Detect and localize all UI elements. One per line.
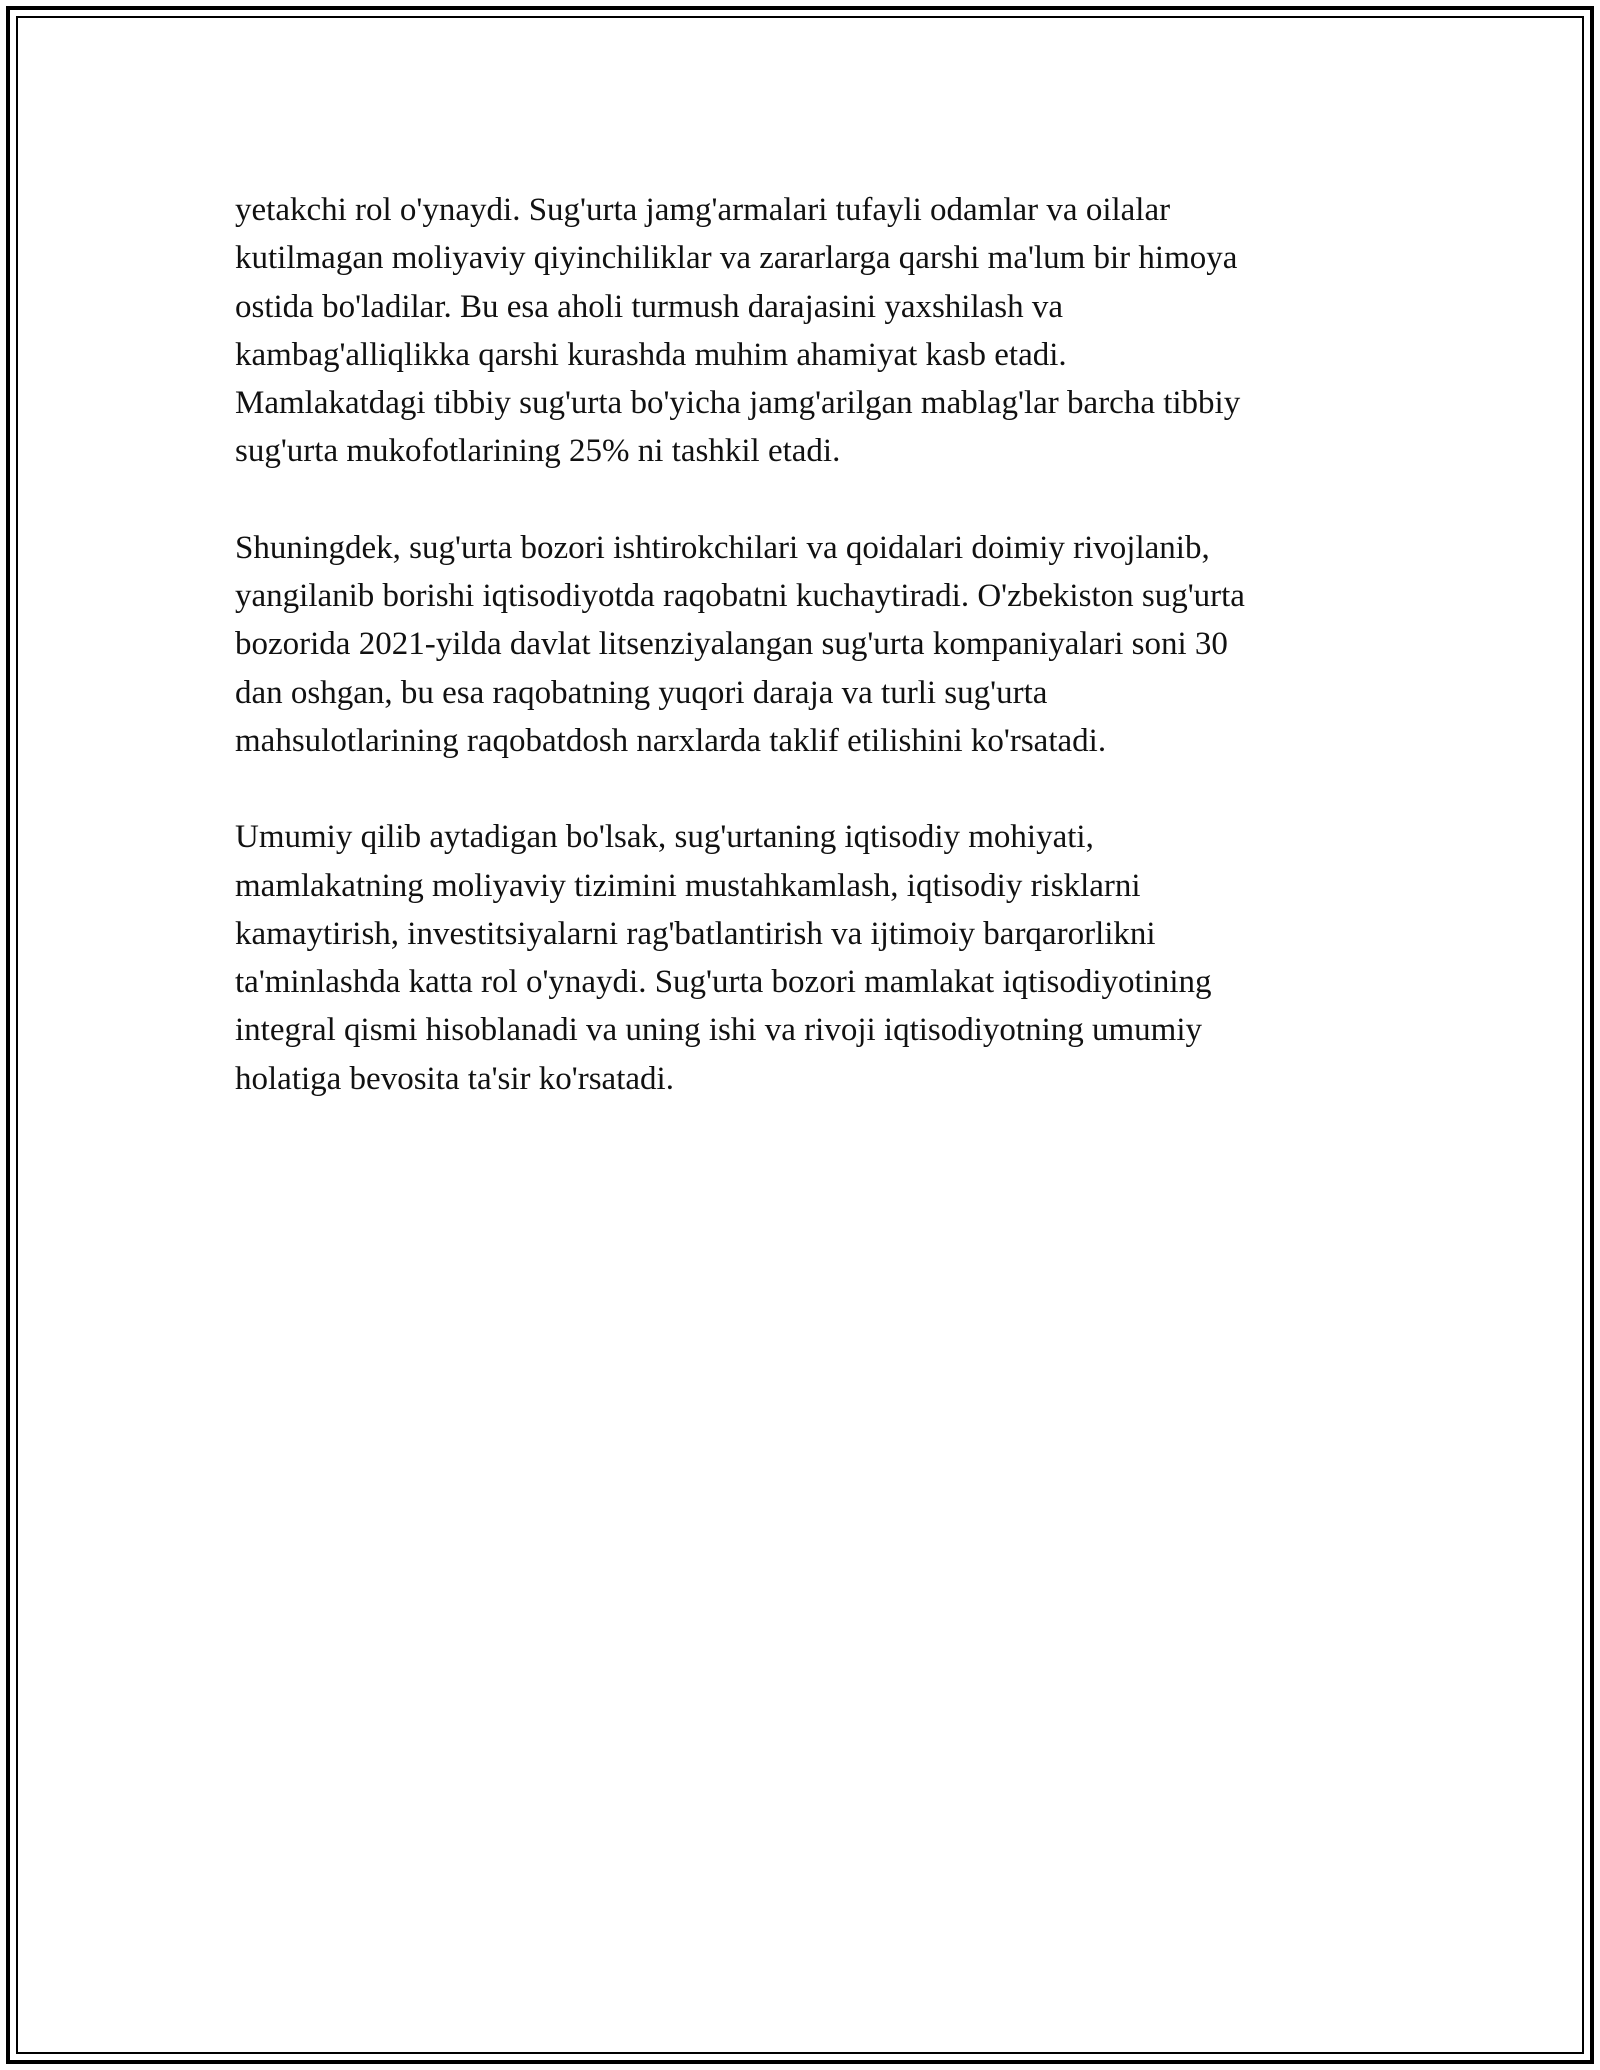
text-line: Shuningdek, sug'urta bozori ishtirokchilari va qoidalari doimiy rivojlanib, bbox=[235, 529, 1210, 566]
text-line: dan oshgan, bu esa raqobatning yuqori daraja va turli sug'urta bbox=[235, 674, 1048, 711]
text-line: Umumiy qilib aytadigan bo'lsak, sug'urtaning iqtisodiy mohiyati, bbox=[235, 819, 1094, 856]
text-line: bozorida 2021-yilda davlat litsenziyalangan sug'urta kompaniyalari soni 30 bbox=[235, 626, 1228, 663]
text-line: holatiga bevosita ta'sir ko'rsatadi. bbox=[235, 1060, 674, 1097]
document-body bbox=[235, 186, 1365, 1151]
text-line: yetakchi rol o'ynaydi. Sug'urta jamg'armalari tufayli odamlar va oilalar bbox=[235, 192, 1171, 228]
text-line: mahsulotlarining raqobatdosh narxlarda taklif etilishini ko'rsatadi. bbox=[235, 722, 1107, 759]
text-line: sug'urta mukofotlarining 25% ni tashkil etadi. bbox=[235, 433, 841, 470]
paragraph-2 bbox=[235, 524, 1365, 765]
text-line: integral qismi hisoblanadi va uning ishi va rivoji iqtisodiyotning umumiy bbox=[235, 1012, 1203, 1049]
text-line: kamaytirish, investitsiyalarni rag'batlantirish va ijtimoiy barqarorlikni bbox=[235, 915, 1156, 952]
text-line: yangilanib borishi iqtisodiyotda raqobatni kuchaytiradi. O'zbekiston sug'urta bbox=[235, 578, 1245, 615]
text-line: kutilmagan moliyaviy qiyinchiliklar va zararlarga qarshi ma'lum bir himoya bbox=[235, 240, 1238, 277]
text-line: mamlakatning moliyaviy tizimini mustahkamlash, iqtisodiy risklarni bbox=[235, 867, 1141, 904]
text-line: ta'minlashda katta rol o'ynaydi. Sug'urta bozori mamlakat iqtisodiyotining bbox=[235, 964, 1212, 1001]
text-line: kambag'alliqlikka qarshi kurashda muhim ahamiyat kasb etadi. bbox=[235, 336, 1067, 373]
paragraph-3 bbox=[235, 813, 1365, 1103]
text-line: ostida bo'ladilar. Bu esa aholi turmush darajasini yaxshilash va bbox=[235, 288, 1064, 325]
text-line: Mamlakatdagi tibbiy sug'urta bo'yicha jamg'arilgan mablag'lar barcha tibbiy bbox=[235, 385, 1241, 422]
paragraph-1 bbox=[235, 186, 1365, 476]
